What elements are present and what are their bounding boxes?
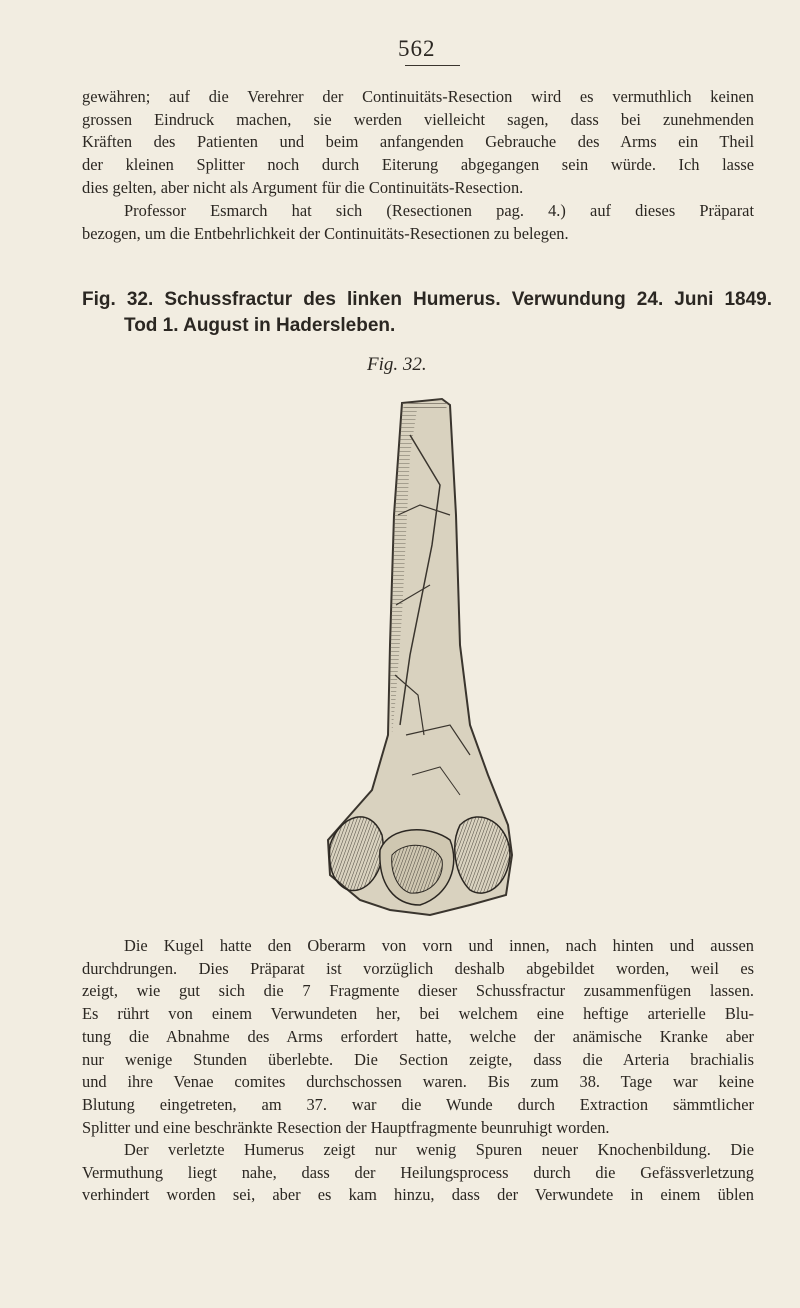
text-line: Der verletzte Humerus zeigt nur wenig Spuren neuer Knochenbildung. Die: [124, 1140, 754, 1159]
text-line: grossen Eindruck machen, sie werden vielleicht sagen, dass bei zunehmenden: [82, 109, 754, 129]
text-line: zeigt, wie gut sich die 7 Fragmente dieser Schussfractur zusammenfügen lassen.: [82, 981, 754, 1001]
text-line: verhindert worden sei, aber es kam hinzu, dass der Verwundete in einem üblen: [82, 1185, 754, 1205]
humerus-bone-illustration-icon: [310, 395, 530, 925]
heading-line: Fig. 32. Schussfractur des linken Humerus. Verwundung 24. Juni 1849.: [82, 289, 772, 310]
figure-heading: [82, 287, 772, 339]
text-line: dies gelten, aber nicht als Argument für die Continuitäts-Resection.: [82, 177, 524, 197]
text-line: Es rührt von einem Verwundeten her, bei welchem eine heftige arterielle Blu-: [82, 1004, 754, 1024]
text-line: durchdrungen. Dies Präparat ist vorzüglich deshalb abgebildet worden, weil es: [82, 958, 754, 978]
second-paragraph: [82, 200, 754, 245]
body-paragraph-2: [82, 1139, 754, 1207]
text-line: der kleinen Splitter noch durch Eiterung abgegangen sein würde. Ich lasse: [82, 155, 754, 175]
text-line: gewähren; auf die Verehrer der Continuitäts-Resection wird es vermuthlich keinen: [82, 87, 754, 106]
page-number: 562: [398, 36, 436, 61]
heading-line: Tod 1. August in Hadersleben.: [124, 315, 396, 336]
page-number-rule: [405, 65, 460, 66]
text-line: bezogen, um die Entbehrlichkeit der Continuitäts-Resectionen zu belegen.: [82, 223, 569, 243]
text-line: Kräften des Patienten und beim anfangenden Gebrauche des Arms ein Theil: [82, 132, 754, 152]
text-line: Die Kugel hatte den Oberarm von vorn und innen, nach hinten und aussen: [124, 936, 754, 955]
intro-paragraph: [82, 86, 754, 200]
text-line: Splitter und eine beschränkte Resection der Hauptfragmente beunruhigt worden.: [82, 1117, 610, 1137]
text-line: Vermuthung liegt nahe, dass der Heilungsprocess durch die Gefässverletzung: [82, 1162, 754, 1182]
text-line: tung die Abnahme des Arms erfordert hatte, welche der anämische Kranke aber: [82, 1026, 754, 1046]
text-line: und ihre Venae comites durchschossen waren. Bis zum 38. Tage war keine: [82, 1072, 754, 1092]
body-paragraph-1: [82, 935, 754, 1139]
text-line: Blutung eingetreten, am 37. war die Wunde durch Extraction sämmtlicher: [82, 1094, 754, 1114]
figure-caption: Fig. 32.: [367, 354, 427, 375]
text-line: Professor Esmarch hat sich (Resectionen pag. 4.) auf dieses Präparat: [124, 201, 754, 220]
text-line: nur wenige Stunden überlebte. Die Section zeigte, dass die Arteria brachialis: [82, 1049, 754, 1069]
